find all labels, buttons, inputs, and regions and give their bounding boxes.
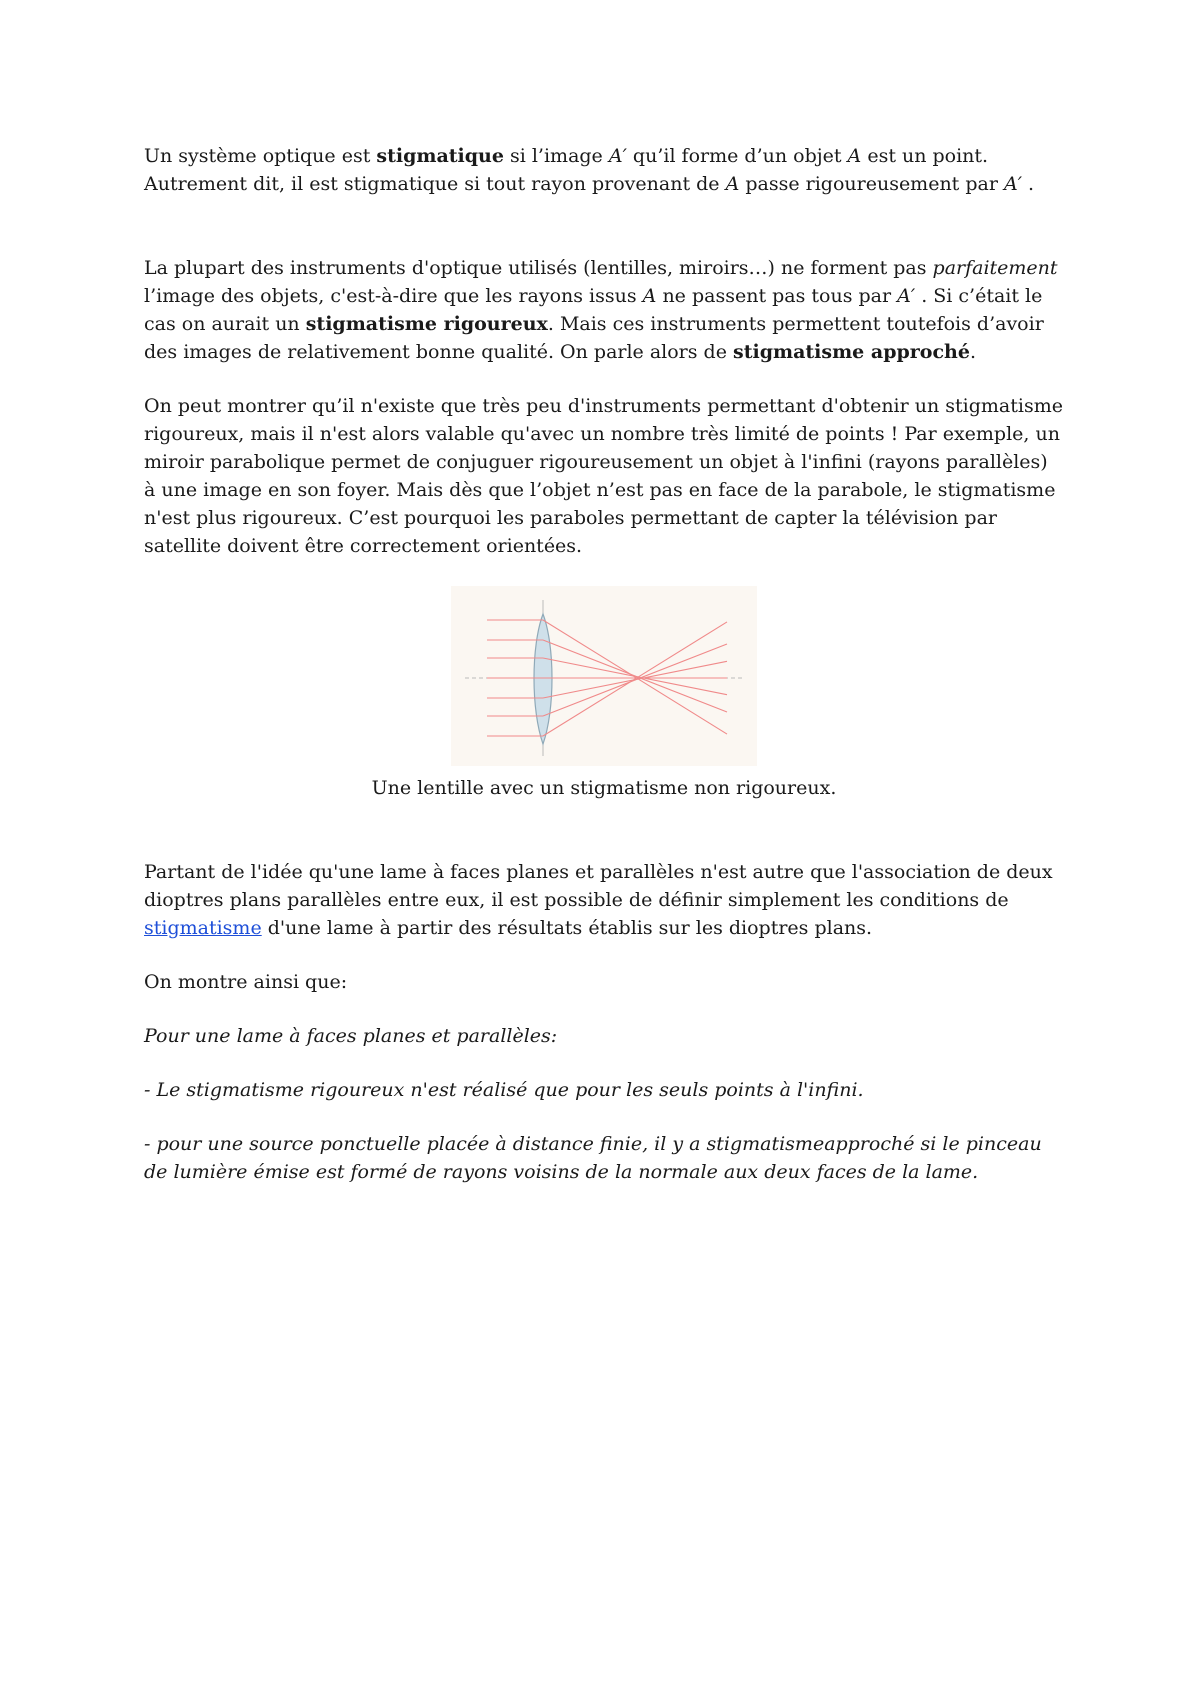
lens-diagram-svg (451, 586, 757, 766)
text: . Si c’était le cas on aurait un (144, 285, 1043, 335)
refracted-ray (543, 644, 727, 716)
text: . (969, 341, 976, 363)
paragraph-stigmatique-definition (144, 142, 1064, 198)
paragraph-on-montre: On montre ainsi que: (144, 971, 348, 993)
variable-a: A (642, 285, 657, 307)
variable-a: A (725, 173, 740, 195)
refracted-ray (543, 658, 727, 695)
lens-shape (534, 614, 552, 744)
document-body (144, 142, 1064, 1186)
text: d'une lame à partir des résultats établis sur les dioptres plans. (261, 917, 873, 939)
variable-a: A (847, 145, 862, 167)
bold-term-stigmatique: stigmatique (376, 145, 504, 167)
text: l’image des objets, c'est-à-dire que les rayons issus (144, 285, 643, 307)
paragraph-lame-faces-planes (144, 858, 1064, 942)
bold-term-stigmatisme-rigoureux: stigmatisme rigoureux (305, 313, 548, 335)
text: La plupart des instruments d'optique utilisés (lentilles, miroirs…) ne forment pas (144, 257, 933, 279)
text: . Mais ces instruments permettent toutefois d’avoir des images de relativement bonne qualité. On parle alors de (144, 313, 1044, 363)
paragraph-lame-heading: Pour une lame à faces planes et parallèles: (144, 1025, 558, 1047)
variable-a-prime: A′ (897, 285, 916, 307)
variable-a-prime: A′ (1003, 173, 1023, 195)
text: est un point. Autrement dit, il est stigmatique si tout rayon provenant de (144, 145, 989, 195)
text: passe rigoureusement par (739, 173, 1004, 195)
paragraph-stigmatisme-rigoureux-infini: - Le stigmatisme rigoureux n'est réalisé que pour les seuls points à l'infini. (144, 1079, 864, 1101)
text: ne passent pas tous par (656, 285, 898, 307)
text: Un système optique est (144, 145, 377, 167)
paragraph-miroir-parabolique: On peut montrer qu’il n'existe que très peu d'instruments permettant d'obtenir un stigmatisme rigoureux, mais il n'est alors valable qu'avec un nombre très limité de points ! Par exemple, un miroir parabolique permet de conjuguer rigoureusement un objet à l'infini (rayons parallèles) à une image en son foyer. Mais dès que l’objet n’est pas en face de la parabole, le stigmatisme n'est plus rigoureux. C’est pourquoi les paraboles permettant de capter la télévision par satellite doivent être correctement orientées. (144, 395, 1063, 557)
paragraph-stigmatisme-approche (144, 254, 1064, 366)
text: si l’image (503, 145, 609, 167)
light-rays (487, 620, 727, 736)
paragraph-source-ponctuelle: - pour une source ponctuelle placée à distance finie, il y a stigmatismeapproché si le pinceau de lumière émise est formé de rayons voisins de la normale aux deux faces de la lame. (144, 1133, 1042, 1183)
text: qu’il forme d’un objet (626, 145, 848, 167)
text: . (1022, 173, 1035, 195)
lens-figure (144, 586, 1064, 802)
italic-term-parfaitement: parfaitement (932, 257, 1058, 279)
bold-term-stigmatisme-approche: stigmatisme approché (733, 341, 970, 363)
refracted-ray (543, 620, 727, 734)
variable-a-prime: A′ (608, 145, 627, 167)
figure-caption: Une lentille avec un stigmatisme non rigoureux. (371, 777, 837, 799)
lens-diagram (451, 586, 757, 766)
text: Partant de l'idée qu'une lame à faces planes et parallèles n'est autre que l'association de deux dioptres plans parallèles entre eux, il est possible de définir simplement les conditions de (144, 861, 1053, 911)
refracted-ray (543, 622, 727, 736)
stigmatisme-link[interactable]: stigmatisme (144, 917, 262, 939)
